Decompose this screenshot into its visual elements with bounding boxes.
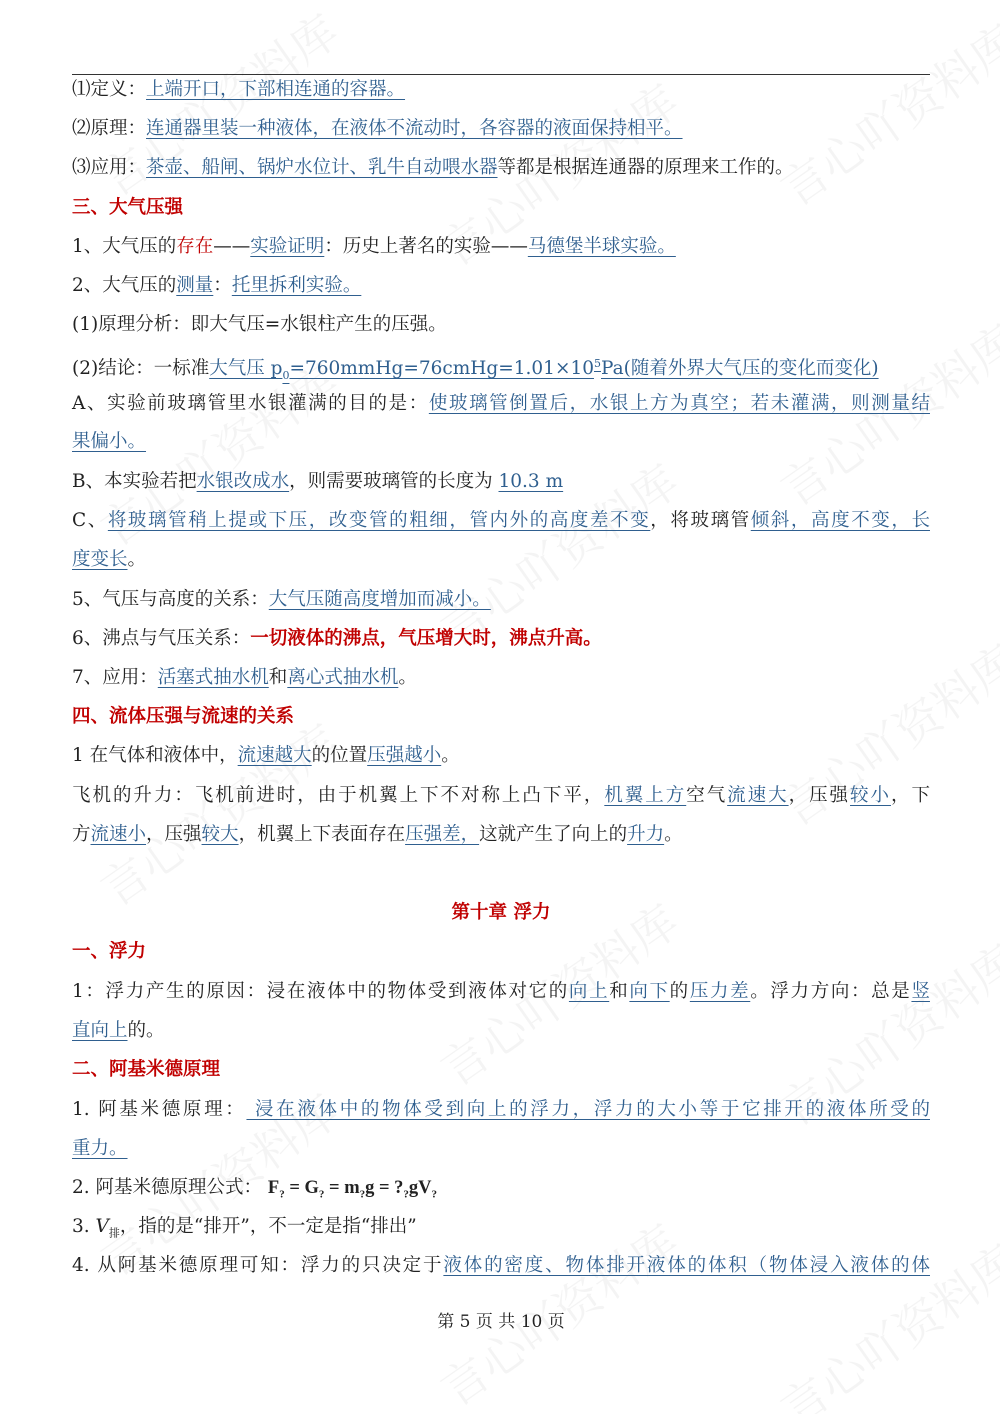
- text-segment: 和: [268, 667, 288, 688]
- answer-text: 大气压 p: [209, 358, 283, 380]
- text-segment: 。: [664, 824, 683, 845]
- text-segment: 这就产生了向上的: [479, 824, 628, 845]
- text-segment: ，机翼上下表面存在: [238, 824, 406, 845]
- text-segment: = G: [284, 1178, 319, 1198]
- text-line: [72, 469, 930, 495]
- answer-text: 重力。: [72, 1138, 128, 1159]
- text-segment: 第十章 浮力: [451, 902, 551, 923]
- text-line: [72, 626, 930, 652]
- text-line: [72, 1018, 930, 1044]
- text-line: [72, 508, 930, 534]
- answer-text: 流速越大: [237, 745, 312, 766]
- text-segment: ?: [431, 1188, 438, 1201]
- answer-text: =760mmHg=76cmHg=1.01×10: [289, 358, 594, 380]
- answer-text: 压力差: [689, 981, 751, 1002]
- text-segment: ，下: [890, 785, 930, 806]
- text-segment: ⑴定义：: [72, 79, 147, 100]
- text-segment: gV: [408, 1178, 432, 1198]
- text-line: [72, 587, 930, 613]
- text-line: [72, 391, 930, 417]
- text-segment: 3.: [72, 1216, 96, 1237]
- text-segment: 的: [669, 981, 690, 1002]
- text-line: [72, 116, 930, 142]
- answer-text: 升力: [627, 824, 665, 845]
- text-segment: ?: [403, 1188, 409, 1201]
- text-segment: ——: [213, 236, 251, 257]
- text-segment: = m: [324, 1178, 360, 1198]
- text-segment: 。浮力方向：总是: [750, 981, 912, 1002]
- text-segment: ，指的是“排开”，不一定是指“排出”: [119, 1216, 417, 1237]
- answer-text: 活塞式抽水机: [157, 667, 269, 688]
- answer-text: 流速小: [90, 824, 147, 845]
- answer-text: 向上: [568, 981, 610, 1002]
- text-segment: 存在: [176, 236, 214, 257]
- text-segment: 空气: [686, 785, 728, 806]
- answer-text: 流速大: [727, 785, 789, 806]
- text-line: [72, 822, 930, 848]
- header-rule: [72, 74, 930, 75]
- text-segment: ⑵原理：: [72, 118, 147, 139]
- text-segment: ?: [318, 1188, 325, 1201]
- answer-text: 液体的密度、物体排开液体的体积（物体浸入液体的体: [443, 1255, 930, 1276]
- chapter-title: [72, 900, 930, 926]
- text-segment: 1 在气体和液体中，: [72, 745, 238, 766]
- answer-text: 压强差，: [405, 824, 480, 845]
- answer-text: 竖: [911, 981, 930, 1002]
- answer-text: 倾斜，高度不变，长: [750, 510, 930, 531]
- text-segment: 排: [108, 1226, 120, 1240]
- answer-text: 离心式抽水机: [287, 667, 399, 688]
- section-heading: [72, 1057, 930, 1083]
- text-segment: 等都是根据连通器的原理来工作的。: [497, 157, 794, 178]
- text-line: [72, 547, 930, 573]
- text-segment: ?: [359, 1188, 366, 1201]
- text-line: [72, 273, 930, 299]
- text-segment: B、本实验若把: [72, 471, 197, 492]
- answer-text: 10.3 m: [498, 471, 564, 492]
- text-segment: (1)原理分析：即大气压=水银柱产生的压强。: [72, 314, 447, 335]
- text-segment: ，压强: [146, 824, 202, 845]
- text-segment: 二、阿基米德原理: [72, 1059, 221, 1080]
- text-line: [72, 1175, 930, 1208]
- text-line: [72, 155, 930, 181]
- answer-text: 将玻璃管稍上提或下压，改变管的粗细，管内外的高度差不变: [107, 510, 651, 531]
- text-segment: 的位置: [311, 745, 368, 766]
- text-segment: 方: [72, 824, 91, 845]
- text-segment: 2. 阿基米德原理公式：: [72, 1177, 268, 1198]
- text-segment: 四、流体压强与流速的关系: [72, 706, 295, 727]
- text-segment: 6、沸点与气压关系：: [72, 628, 251, 649]
- answer-text: 机翼上方: [604, 785, 687, 806]
- text-segment: V: [95, 1216, 109, 1237]
- answer-text: 压强越小: [367, 745, 442, 766]
- answer-text: 较大: [201, 824, 239, 845]
- text-line: [72, 1214, 930, 1247]
- answer-text: 马德堡半球实验。: [527, 236, 676, 257]
- text-segment: ⑶应用：: [72, 157, 147, 178]
- text-segment: g = ?: [365, 1178, 404, 1198]
- section-heading: [72, 704, 930, 730]
- answer-text: 上端开口，下部相连通的容器。: [146, 79, 406, 100]
- answer-text: 托里拆利实验。: [231, 275, 362, 296]
- answer-text: 0: [282, 368, 290, 382]
- answer-text: Pa(随着外界大气压的变化而变化): [600, 358, 879, 380]
- answer-text: 水银改成水: [196, 471, 290, 492]
- text-segment: ，将玻璃管: [650, 510, 751, 531]
- text-segment: 。: [398, 667, 417, 688]
- section-heading: [72, 195, 930, 221]
- text-line: [72, 312, 930, 338]
- text-segment: F: [267, 1178, 280, 1198]
- text-line: [72, 77, 930, 103]
- watermark: [86, 707, 350, 919]
- answer-text: 连通器里装一种液体，在液体不流动时，各容器的液面保持相平。: [146, 118, 683, 139]
- answer-text: 茶壶、船闸、锅炉水位计、乳牛自动喂水器: [146, 157, 498, 178]
- text-segment: 7、应用：: [72, 667, 158, 688]
- text-segment: C、: [72, 510, 108, 531]
- text-segment: 1、大气压的: [72, 236, 177, 257]
- answer-text: 实验证明: [250, 236, 325, 257]
- answer-text: 果偏小。: [72, 431, 147, 452]
- text-segment: 三、大气压强: [72, 197, 184, 218]
- text-line: [72, 979, 930, 1005]
- text-line: [72, 351, 930, 389]
- answer-text: 使玻璃管倒置后，水银上方为真空；若未灌满，则测量结: [428, 393, 930, 414]
- text-line: [72, 1097, 930, 1123]
- text-line: [72, 743, 930, 769]
- answer-text: 测量: [176, 275, 214, 296]
- text-segment: 。: [127, 549, 147, 570]
- text-segment: ，压强: [788, 785, 851, 806]
- answer-text: 5: [593, 357, 601, 370]
- text-segment: 一、浮力: [72, 941, 147, 962]
- text-line: [72, 234, 930, 260]
- text-segment: 5、气压与高度的关系：: [72, 589, 269, 610]
- text-segment: 2、大气压的: [72, 275, 177, 296]
- text-segment: 和: [609, 981, 630, 1002]
- text-segment: A、实验前玻璃管里水银灌满的目的是：: [72, 393, 429, 414]
- text-segment: 的。: [127, 1020, 165, 1041]
- text-line: [72, 783, 930, 809]
- text-segment: 4. 从阿基米德原理可知：浮力的只决定于: [72, 1255, 444, 1276]
- text-segment: ：: [213, 275, 232, 296]
- answer-text: 浸在液体中的物体受到向上的浮力，浮力的大小等于它排开的液体所受的: [246, 1099, 930, 1120]
- text-line: [72, 1136, 930, 1162]
- answer-text: 较小: [850, 785, 891, 806]
- watermark: [766, 7, 1000, 219]
- text-line: [72, 1253, 930, 1279]
- text-segment: 1：浮力产生的原因：浸在液体中的物体受到液体对它的: [72, 981, 569, 1002]
- text-segment: 1. 阿基米德原理：: [72, 1099, 247, 1120]
- answer-text: 度变长: [72, 549, 128, 570]
- text-line: [72, 429, 930, 455]
- text-segment: ：历史上著名的实验——: [324, 236, 528, 257]
- text-line: [72, 665, 930, 691]
- section-heading: [72, 939, 930, 965]
- text-segment: 一切液体的沸点，气压增大时，沸点升高。: [250, 628, 602, 649]
- answer-text: 大气压随高度增加而减小。: [268, 589, 491, 610]
- text-segment: ，则需要玻璃管的长度为: [289, 471, 499, 492]
- text-segment: 。: [441, 745, 460, 766]
- text-segment: ?: [279, 1188, 285, 1201]
- answer-text: 向下: [629, 981, 670, 1002]
- text-segment: 飞机的升力：飞机前进时，由于机翼上下不对称上凸下平，: [72, 785, 605, 806]
- text-segment: (2)结论：一标准: [72, 358, 210, 380]
- answer-text: 直向上: [72, 1020, 128, 1041]
- page-footer: 第 5 页 共 10 页: [437, 1312, 565, 1332]
